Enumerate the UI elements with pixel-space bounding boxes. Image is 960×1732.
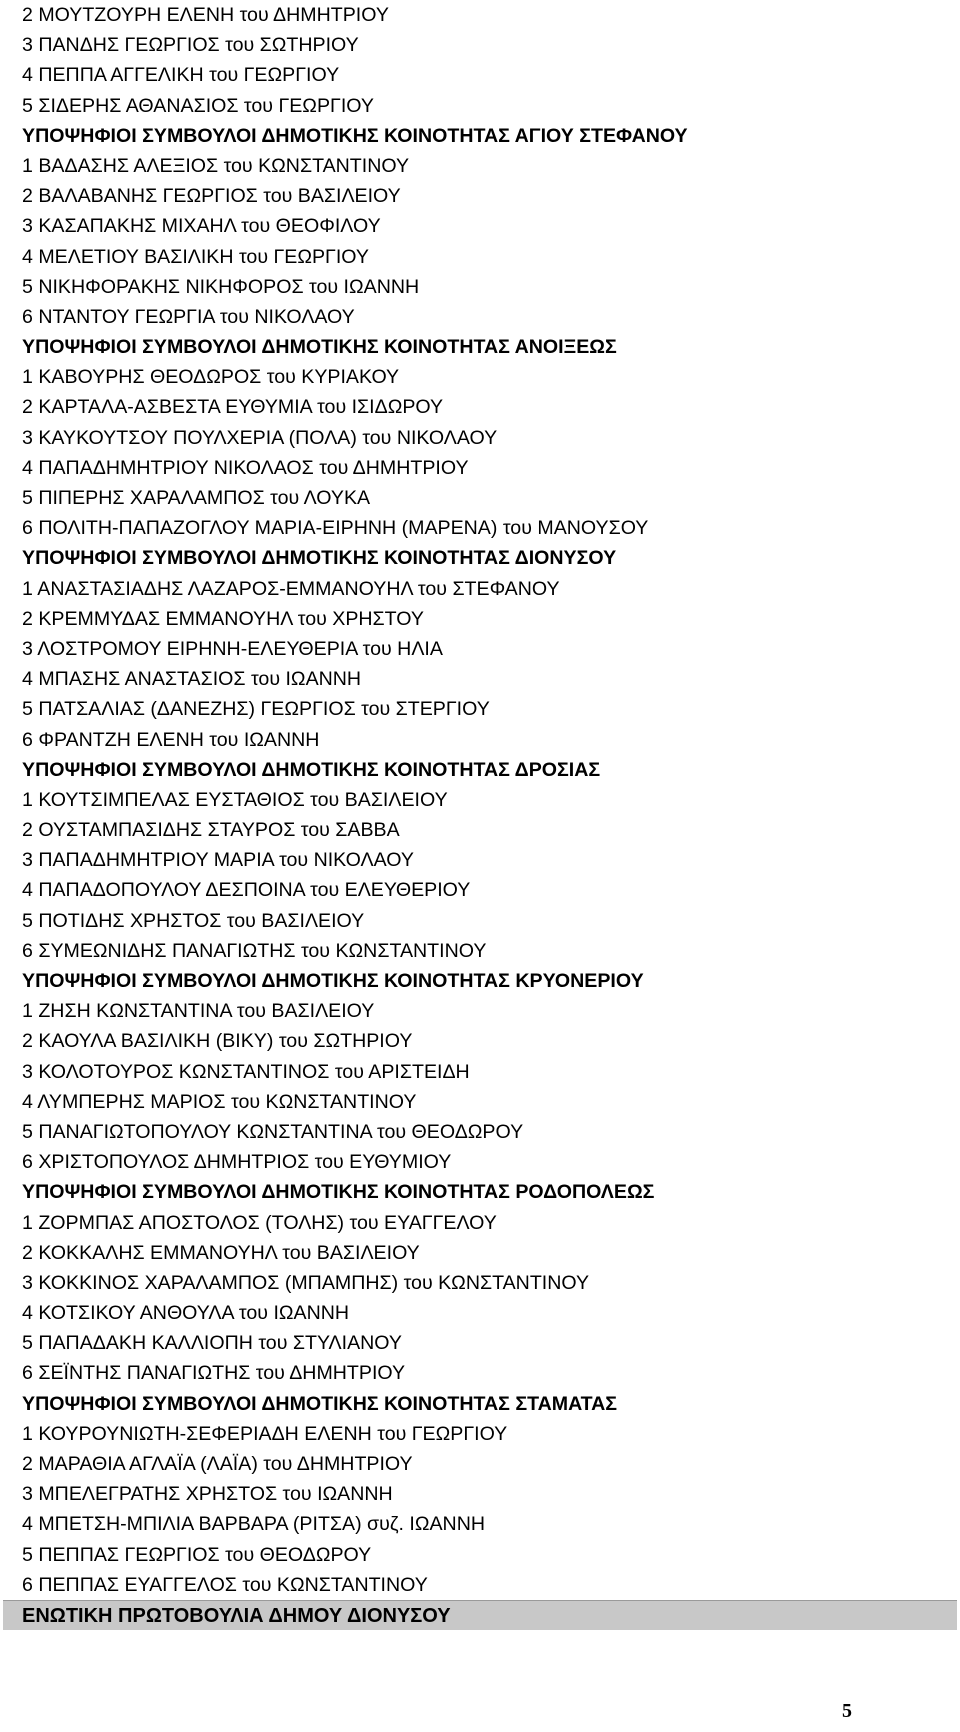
candidate-entry: 4 ΠΕΠΠΑ ΑΓΓΕΛΙΚΗ του ΓΕΩΡΓΙΟΥ: [22, 64, 340, 87]
candidate-entry: 6 ΝΤΑΝΤΟΥ ΓΕΩΡΓΙΑ του ΝΙΚΟΛΑΟΥ: [22, 305, 355, 328]
candidate-entry: 2 ΚΡΕΜΜΥΔΑΣ ΕΜΜΑΝΟΥΗΛ του ΧΡΗΣΤΟΥ: [22, 607, 424, 630]
party-banner: [3, 1600, 957, 1630]
section-heading: ΥΠΟΨΗΦΙΟΙ ΣΥΜΒΟΥΛΟΙ ΔΗΜΟΤΙΚΗΣ ΚΟΙΝΟΤΗΤΑΣ ΑΓΙΟΥ ΣΤΕΦΑΝΟΥ: [22, 124, 688, 147]
candidate-entry: 3 ΚΑΥΚΟΥΤΣΟΥ ΠΟΥΛΧΕΡΙΑ (ΠΟΛΑ) του ΝΙΚΟΛΑΟΥ: [22, 426, 498, 449]
section-heading: ΥΠΟΨΗΦΙΟΙ ΣΥΜΒΟΥΛΟΙ ΔΗΜΟΤΙΚΗΣ ΚΟΙΝΟΤΗΤΑΣ ΣΤΑΜΑΤΑΣ: [22, 1392, 618, 1415]
candidate-entry: 4 ΠΑΠΑΔΟΠΟΥΛΟΥ ΔΕΣΠΟΙΝΑ του ΕΛΕΥΘΕΡΙΟΥ: [22, 879, 471, 902]
candidate-entry: 3 ΛΟΣΤΡΟΜΟΥ ΕΙΡΗΝΗ-ΕΛΕΥΘΕΡΙΑ του ΗΛΙΑ: [22, 637, 443, 660]
candidate-entry: 5 ΠΑΝΑΓΙΩΤΟΠΟΥΛΟΥ ΚΩΝΣΤΑΝΤΙΝΑ του ΘΕΟΔΩΡΟΥ: [22, 1120, 524, 1143]
candidate-entry: 6 ΧΡΙΣΤΟΠΟΥΛΟΣ ΔΗΜΗΤΡΙΟΣ του ΕΥΘΥΜΙΟΥ: [22, 1151, 452, 1174]
candidate-entry: 2 ΟΥΣΤΑΜΠΑΣΙΔΗΣ ΣΤΑΥΡΟΣ του ΣΑΒΒΑ: [22, 819, 400, 842]
candidate-entry: 4 ΜΠΕΤΣΗ-ΜΠΙΛΙΑ ΒΑΡΒΑΡΑ (ΡΙΤΣΑ) συζ. ΙΩΑΝΝΗ: [22, 1513, 486, 1536]
candidate-entry: 5 ΠΑΠΑΔΑΚΗ ΚΑΛΛΙΟΠΗ του ΣΤΥΛΙΑΝΟΥ: [22, 1332, 402, 1355]
candidate-entry: 2 ΚΑΡΤΑΛΑ-ΑΣΒΕΣΤΑ ΕΥΘΥΜΙΑ του ΙΣΙΔΩΡΟΥ: [22, 396, 444, 419]
candidate-entry: 4 ΜΕΛΕΤΙΟΥ ΒΑΣΙΛΙΚΗ του ΓΕΩΡΓΙΟΥ: [22, 245, 369, 268]
candidate-entry: 6 ΠΟΛΙΤΗ-ΠΑΠΑΖΟΓΛΟΥ ΜΑΡΙΑ-ΕΙΡΗΝΗ (ΜΑΡΕΝΑ) του ΜΑΝΟΥΣΟΥ: [22, 517, 649, 540]
candidate-entry: 4 ΠΑΠΑΔΗΜΗΤΡΙΟΥ ΝΙΚΟΛΑΟΣ του ΔΗΜΗΤΡΙΟΥ: [22, 456, 469, 479]
candidate-entry: 2 ΜΟΥΤΖΟΥΡΗ ΕΛΕΝΗ του ΔΗΜΗΤΡΙΟΥ: [22, 4, 389, 26]
candidate-entry: 5 ΠΑΤΣΑΛΙΑΣ (ΔΑΝΕΖΗΣ) ΓΕΩΡΓΙΟΣ του ΣΤΕΡΓΙΟΥ: [22, 698, 490, 721]
candidate-entry: 5 ΠΕΠΠΑΣ ΓΕΩΡΓΙΟΣ του ΘΕΟΔΩΡΟΥ: [22, 1543, 372, 1566]
candidate-entry: 4 ΜΠΑΣΗΣ ΑΝΑΣΤΑΣΙΟΣ του ΙΩΑΝΝΗ: [22, 668, 362, 691]
candidate-entry: 2 ΒΑΛΑΒΑΝΗΣ ΓΕΩΡΓΙΟΣ του ΒΑΣΙΛΕΙΟΥ: [22, 185, 401, 208]
candidate-entry: 6 ΦΡΑΝΤΖΗ ΕΛΕΝΗ του ΙΩΑΝΝΗ: [22, 728, 320, 751]
candidate-entry: 4 ΛΥΜΠΕΡΗΣ ΜΑΡΙΟΣ του ΚΩΝΣΤΑΝΤΙΝΟΥ: [22, 1090, 417, 1113]
candidate-entry: 6 ΣΥΜΕΩΝΙΔΗΣ ΠΑΝΑΓΙΩΤΗΣ του ΚΩΝΣΤΑΝΤΙΝΟΥ: [22, 939, 487, 962]
candidate-entry: 1 ΚΟΥΡΟΥΝΙΩΤΗ-ΣΕΦΕΡΙΑΔΗ ΕΛΕΝΗ του ΓΕΩΡΓΙΟΥ: [22, 1422, 508, 1445]
candidate-entry: 5 ΠΙΠΕΡΗΣ ΧΑΡΑΛΑΜΠΟΣ του ΛΟΥΚΑ: [22, 487, 371, 509]
candidate-list: [22, 0, 942, 1600]
section-heading: ΥΠΟΨΗΦΙΟΙ ΣΥΜΒΟΥΛΟΙ ΔΗΜΟΤΙΚΗΣ ΚΟΙΝΟΤΗΤΑΣ ΔΙΟΝΥΣΟΥ: [22, 547, 617, 570]
section-heading: ΥΠΟΨΗΦΙΟΙ ΣΥΜΒΟΥΛΟΙ ΔΗΜΟΤΙΚΗΣ ΚΟΙΝΟΤΗΤΑΣ ΡΟΔΟΠΟΛΕΩΣ: [22, 1181, 655, 1204]
candidate-entry: 2 ΚΟΚΚΑΛΗΣ ΕΜΜΑΝΟΥΗΛ του ΒΑΣΙΛΕΙΟΥ: [22, 1241, 420, 1264]
candidate-entry: 1 ΖΗΣΗ ΚΩΝΣΤΑΝΤΙΝΑ του ΒΑΣΙΛΕΙΟΥ: [22, 1000, 375, 1023]
candidate-entry: 6 ΣΕΪΝΤΗΣ ΠΑΝΑΓΙΩΤΗΣ του ΔΗΜΗΤΡΙΟΥ: [22, 1362, 406, 1385]
candidate-entry: 3 ΚΟΚΚΙΝΟΣ ΧΑΡΑΛΑΜΠΟΣ (ΜΠΑΜΠΗΣ) του ΚΩΝΣΤΑΝΤΙΝΟΥ: [22, 1271, 590, 1294]
candidate-entry: 1 ΑΝΑΣΤΑΣΙΑΔΗΣ ΛΑΖΑΡΟΣ-ΕΜΜΑΝΟΥΗΛ του ΣΤΕΦΑΝΟΥ: [22, 577, 560, 600]
candidate-entry: 5 ΣΙΔΕΡΗΣ ΑΘΑΝΑΣΙΟΣ του ΓΕΩΡΓΙΟΥ: [22, 94, 374, 117]
candidate-entry: 4 ΚΟΤΣΙΚΟΥ ΑΝΘΟΥΛΑ του ΙΩΑΝΝΗ: [22, 1302, 350, 1325]
candidate-entry: 1 ΒΑΔΑΣΗΣ ΑΛΕΞΙΟΣ του ΚΩΝΣΤΑΝΤΙΝΟΥ: [22, 154, 410, 177]
candidate-entry: 2 ΚΑΟΥΛΑ ΒΑΣΙΛΙΚΗ (ΒΙΚΥ) του ΣΩΤΗΡΙΟΥ: [22, 1030, 413, 1053]
section-heading: ΥΠΟΨΗΦΙΟΙ ΣΥΜΒΟΥΛΟΙ ΔΗΜΟΤΙΚΗΣ ΚΟΙΝΟΤΗΤΑΣ ΑΝΟΙΞΕΩΣ: [22, 336, 617, 359]
candidate-entry: 5 ΝΙΚΗΦΟΡΑΚΗΣ ΝΙΚΗΦΟΡΟΣ του ΙΩΑΝΝΗ: [22, 275, 420, 298]
candidate-entry: 3 ΚΑΣΑΠΑΚΗΣ ΜΙΧΑΗΛ του ΘΕΟΦΙΛΟΥ: [22, 215, 381, 238]
candidate-entry: 3 ΠΑΝΔΗΣ ΓΕΩΡΓΙΟΣ του ΣΩΤΗΡΙΟΥ: [22, 34, 359, 57]
section-heading: ΥΠΟΨΗΦΙΟΙ ΣΥΜΒΟΥΛΟΙ ΔΗΜΟΤΙΚΗΣ ΚΟΙΝΟΤΗΤΑΣ ΔΡΟΣΙΑΣ: [22, 758, 601, 781]
candidate-entry: 3 ΠΑΠΑΔΗΜΗΤΡΙΟΥ ΜΑΡΙΑ του ΝΙΚΟΛΑΟΥ: [22, 849, 414, 872]
candidate-entry: 1 ΖΟΡΜΠΑΣ ΑΠΟΣΤΟΛΟΣ (ΤΟΛΗΣ) του ΕΥΑΓΓΕΛΟΥ: [22, 1211, 497, 1234]
party-banner-title: ΕΝΩΤΙΚΗ ΠΡΩΤΟΒΟΥΛΙΑ ΔΗΜΟΥ ΔΙΟΝΥΣΟΥ: [22, 1605, 451, 1627]
candidate-entry: 6 ΠΕΠΠΑΣ ΕΥΑΓΓΕΛΟΣ του ΚΩΝΣΤΑΝΤΙΝΟΥ: [22, 1573, 428, 1596]
section-heading: ΥΠΟΨΗΦΙΟΙ ΣΥΜΒΟΥΛΟΙ ΔΗΜΟΤΙΚΗΣ ΚΟΙΝΟΤΗΤΑΣ ΚΡΥΟΝΕΡΙΟΥ: [22, 970, 644, 992]
candidate-entry: 1 ΚΑΒΟΥΡΗΣ ΘΕΟΔΩΡΟΣ του ΚΥΡΙΑΚΟΥ: [22, 366, 400, 389]
page-number: 5: [842, 1700, 852, 1722]
candidate-entry: 5 ΠΟΤΙΔΗΣ ΧΡΗΣΤΟΣ του ΒΑΣΙΛΕΙΟΥ: [22, 909, 365, 932]
candidate-entry: 3 ΚΟΛΟΤΟΥΡΟΣ ΚΩΝΣΤΑΝΤΙΝΟΣ του ΑΡΙΣΤΕΙΔΗ: [22, 1060, 470, 1083]
candidate-entry: 1 ΚΟΥΤΣΙΜΠΕΛΑΣ ΕΥΣΤΑΘΙΟΣ του ΒΑΣΙΛΕΙΟΥ: [22, 788, 448, 811]
candidate-entry: 2 ΜΑΡΑΘΙΑ ΑΓΛΑΪΑ (ΛΑΪΑ) του ΔΗΜΗΤΡΙΟΥ: [22, 1453, 413, 1475]
candidate-entry: 3 ΜΠΕΛΕΓΡΑΤΗΣ ΧΡΗΣΤΟΣ του ΙΩΑΝΝΗ: [22, 1483, 393, 1506]
